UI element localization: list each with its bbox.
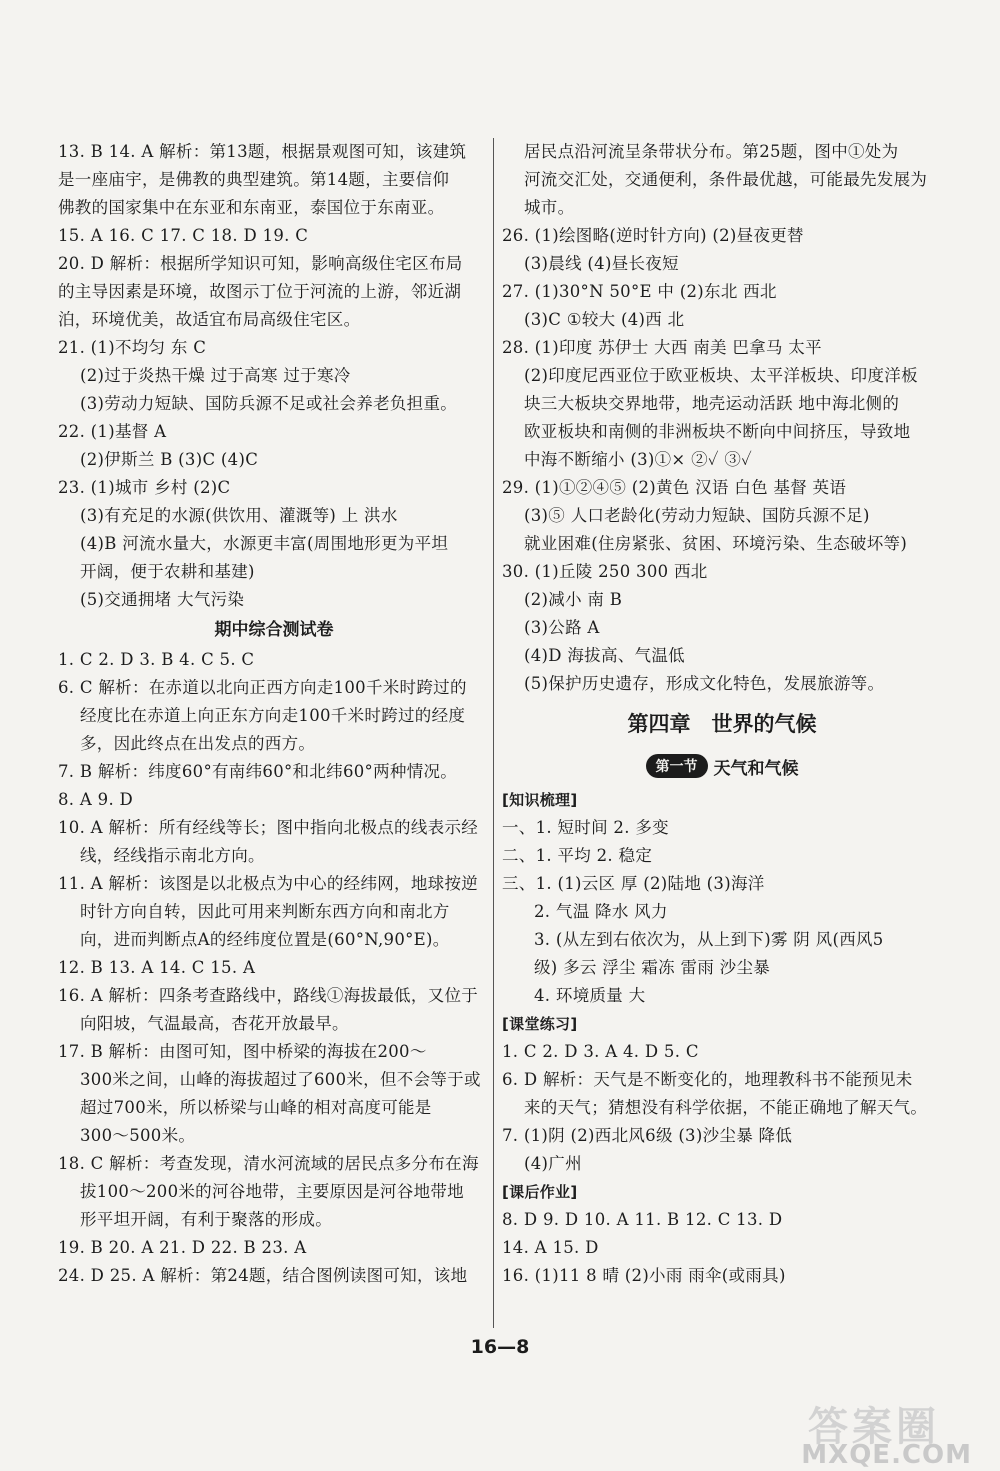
answer-line: (2)过于炎热干燥 过于高寒 过于寒冷 — [80, 366, 351, 385]
answer-line: 欧亚板块和南侧的非洲板块不断向中间挤压，导致地 — [524, 422, 911, 441]
page-number: 16—8 — [470, 1336, 530, 1358]
answer-line: 泊，环境优美，故适宜布局高级住宅区。 — [58, 310, 361, 329]
answer-line: 的主导因素是环境，故图示丁位于河流的上游，邻近湖 — [58, 282, 462, 301]
answer-line: 线，经线指示南北方向。 — [80, 846, 265, 865]
test-title: 期中综合测试卷 — [214, 620, 334, 640]
answer-line: 26. (1)绘图略(逆时针方向) (2)昼夜更替 — [502, 226, 804, 245]
answer-line: 多，因此终点在出发点的西方。 — [80, 734, 316, 753]
column-divider — [493, 138, 494, 1328]
answer-line: 2. 气温 降水 风力 — [534, 902, 668, 921]
answer-line: (2)伊斯兰 B (3)C (4)C — [80, 450, 259, 469]
answer-line: 15. A 16. C 17. C 18. D 19. C — [58, 226, 309, 245]
subsection-heading — [502, 786, 942, 814]
answer-line: 佛教的国家集中在东亚和东南亚，泰国位于东南亚。 — [58, 198, 445, 217]
answer-line: (4)D 海拔高、气温低 — [524, 646, 685, 665]
answer-line: (4)广州 — [524, 1154, 582, 1173]
answer-line: 22. (1)基督 A — [58, 422, 167, 441]
answer-line: (3)公路 A — [524, 618, 600, 637]
answer-line: 向阳坡，气温最高，杏花开放最早。 — [80, 1014, 349, 1033]
answer-line: 13. B 14. A 解析：第13题，根据景观图可知，该建筑 — [58, 142, 467, 161]
answer-line: (3)⑤ 人口老龄化(劳动力短缺、国防兵源不足) — [524, 506, 870, 525]
answer-line: 城市。 — [524, 198, 575, 217]
answer-line: 300～500米。 — [80, 1126, 196, 1145]
answer-line: 19. B 20. A 21. D 22. B 23. A — [58, 1238, 307, 1257]
chapter-title: 第四章 世界的气候 — [627, 712, 817, 736]
right-column-bottom — [502, 786, 942, 1290]
answer-line: 11. A 解析：该图是以北极点为中心的经纬网，地球按逆 — [58, 874, 479, 893]
answer-line: 向，进而判断点A的经纬度位置是(60°N,90°E)。 — [80, 930, 450, 949]
section-title: 天气和气候 — [713, 758, 799, 779]
section-badge: 第一节 — [646, 754, 708, 778]
answer-line: 经度比在赤道上向正东方向走100千米时跨过的经度 — [80, 706, 466, 725]
answer-line: 就业困难(住房紧张、贫困、环境污染、生态破坏等) — [524, 534, 908, 553]
answer-line: 17. B 解析：由图可知，图中桥梁的海拔在200～ — [58, 1042, 427, 1061]
answer-line: 来的天气；猜想没有科学依据，不能正确地了解天气。 — [524, 1098, 928, 1117]
answer-line: 28. (1)印度 苏伊士 大西 南美 巴拿马 太平 — [502, 338, 822, 357]
answer-line: 29. (1)①②④⑤ (2)黄色 汉语 白色 基督 英语 — [502, 478, 847, 497]
answer-line: (3)C ①较大 (4)西 北 — [524, 310, 685, 329]
answer-line: 6. D 解析：天气是不断变化的，地理教科书不能预见未 — [502, 1070, 913, 1089]
answer-line: 拔100～200米的河谷地带，主要原因是河谷地带地 — [80, 1182, 464, 1201]
left-column — [58, 138, 490, 1290]
answer-line: 6. C 解析：在赤道以北向正西方向走100千米时跨过的 — [58, 678, 467, 697]
answer-line: (2)印度尼西亚位于欧亚板块、太平洋板块、印度洋板 — [524, 366, 918, 385]
answer-line: 18. C 解析：考查发现，清水河流域的居民点多分布在海 — [58, 1154, 479, 1173]
answer-line: 20. D 解析：根据所学知识可知，影响高级住宅区布局 — [58, 254, 463, 273]
answer-line: 是一座庙宇，是佛教的典型建筑。第14题，主要信仰 — [58, 170, 450, 189]
subsection-heading — [502, 1010, 942, 1038]
answer-line: 7. B 解析：纬度60°有南纬60°和北纬60°两种情况。 — [58, 762, 458, 781]
answer-line: 12. B 13. A 14. C 15. A — [58, 958, 256, 977]
answer-line: 开阔，便于农耕和基建) — [80, 562, 255, 581]
answer-line: (3)晨线 (4)昼长夜短 — [524, 254, 679, 273]
right-column — [502, 138, 942, 1290]
right-column-top — [502, 138, 942, 698]
answer-line: 10. A 解析：所有经线等长；图中指向北极点的线表示经 — [58, 818, 479, 837]
answer-line: (2)减小 南 B — [524, 590, 623, 609]
subsection-heading-label: [课后作业] — [502, 1183, 578, 1201]
answer-line: 24. D 25. A 解析：第24题，结合图例读图可知，该地 — [58, 1266, 468, 1285]
answer-line: 一、1. 短时间 2. 多变 — [502, 818, 669, 837]
answer-line: 居民点沿河流呈条带状分布。第25题，图中①处为 — [524, 142, 899, 161]
section-header — [502, 746, 942, 786]
answer-line: (3)劳动力短缺、国防兵源不足或社会养老负担重。 — [80, 394, 458, 413]
answer-line: 1. C 2. D 3. B 4. C 5. C — [58, 650, 255, 669]
answer-line: 27. (1)30°N 50°E 中 (2)东北 西北 — [502, 282, 777, 301]
answer-line: 21. (1)不均匀 东 C — [58, 338, 207, 357]
answer-line: 时针方向自转，因此可用来判断东西方向和南北方 — [80, 902, 450, 921]
subsection-heading-label: [课堂练习] — [502, 1015, 578, 1033]
answer-line: 超过700米，所以桥梁与山峰的相对高度可能是 — [80, 1098, 432, 1117]
answer-line: 23. (1)城市 乡村 (2)C — [58, 478, 231, 497]
answer-line: (4)B 河流水量大，水源更丰富(周围地形更为平坦 — [80, 534, 449, 553]
answer-line: 14. A 15. D — [502, 1238, 599, 1257]
answer-line: 3. (从左到右依次为，从上到下)雾 阴 风(西风5 — [534, 930, 884, 949]
answer-line: (5)交通拥堵 大气污染 — [80, 590, 245, 609]
answer-line: 块三大板块交界地带，地壳运动活跃 地中海北侧的 — [524, 394, 900, 413]
answer-line: 4. 环境质量 大 — [534, 986, 646, 1005]
subsection-heading — [502, 1178, 942, 1206]
answer-line: 1. C 2. D 3. A 4. D 5. C — [502, 1042, 699, 1061]
answer-line: (5)保护历史遗存，形成文化特色，发展旅游等。 — [524, 674, 885, 693]
answer-line: 三、1. (1)云区 厚 (2)陆地 (3)海洋 — [502, 874, 765, 893]
answer-line: 8. D 9. D 10. A 11. B 12. C 13. D — [502, 1210, 783, 1229]
answer-line: 二、1. 平均 2. 稳定 — [502, 846, 653, 865]
watermark-logo: 答案圈 — [808, 1404, 940, 1450]
answer-line: 16. A 解析：四条考查路线中，路线①海拔最低，又位于 — [58, 986, 479, 1005]
answer-line: 形平坦开阔，有利于聚落的形成。 — [80, 1210, 332, 1229]
answer-line: 中海不断缩小 (3)①× ②✓ ③✓ — [524, 450, 753, 469]
watermark-url: MXQE.COM — [801, 1440, 972, 1470]
answer-line: 8. A 9. D — [58, 790, 134, 809]
answer-line: (3)有充足的水源(供饮用、灌溉等) 上 洪水 — [80, 506, 398, 525]
answer-line: 300米之间，山峰的海拔超过了600米，但不会等于或 — [80, 1070, 481, 1089]
answer-line: 河流交汇处，交通便利，条件最优越，可能最先发展为 — [524, 170, 928, 189]
subsection-heading-label: [知识梳理] — [502, 791, 578, 809]
answer-line: 7. (1)阴 (2)西北风6级 (3)沙尘暴 降低 — [502, 1126, 793, 1145]
answer-line: 16. (1)11 8 晴 (2)小雨 雨伞(或雨具) — [502, 1266, 786, 1285]
answer-line: 级) 多云 浮尘 霜冻 雷雨 沙尘暴 — [534, 958, 771, 977]
answer-line: 30. (1)丘陵 250 300 西北 — [502, 562, 708, 581]
